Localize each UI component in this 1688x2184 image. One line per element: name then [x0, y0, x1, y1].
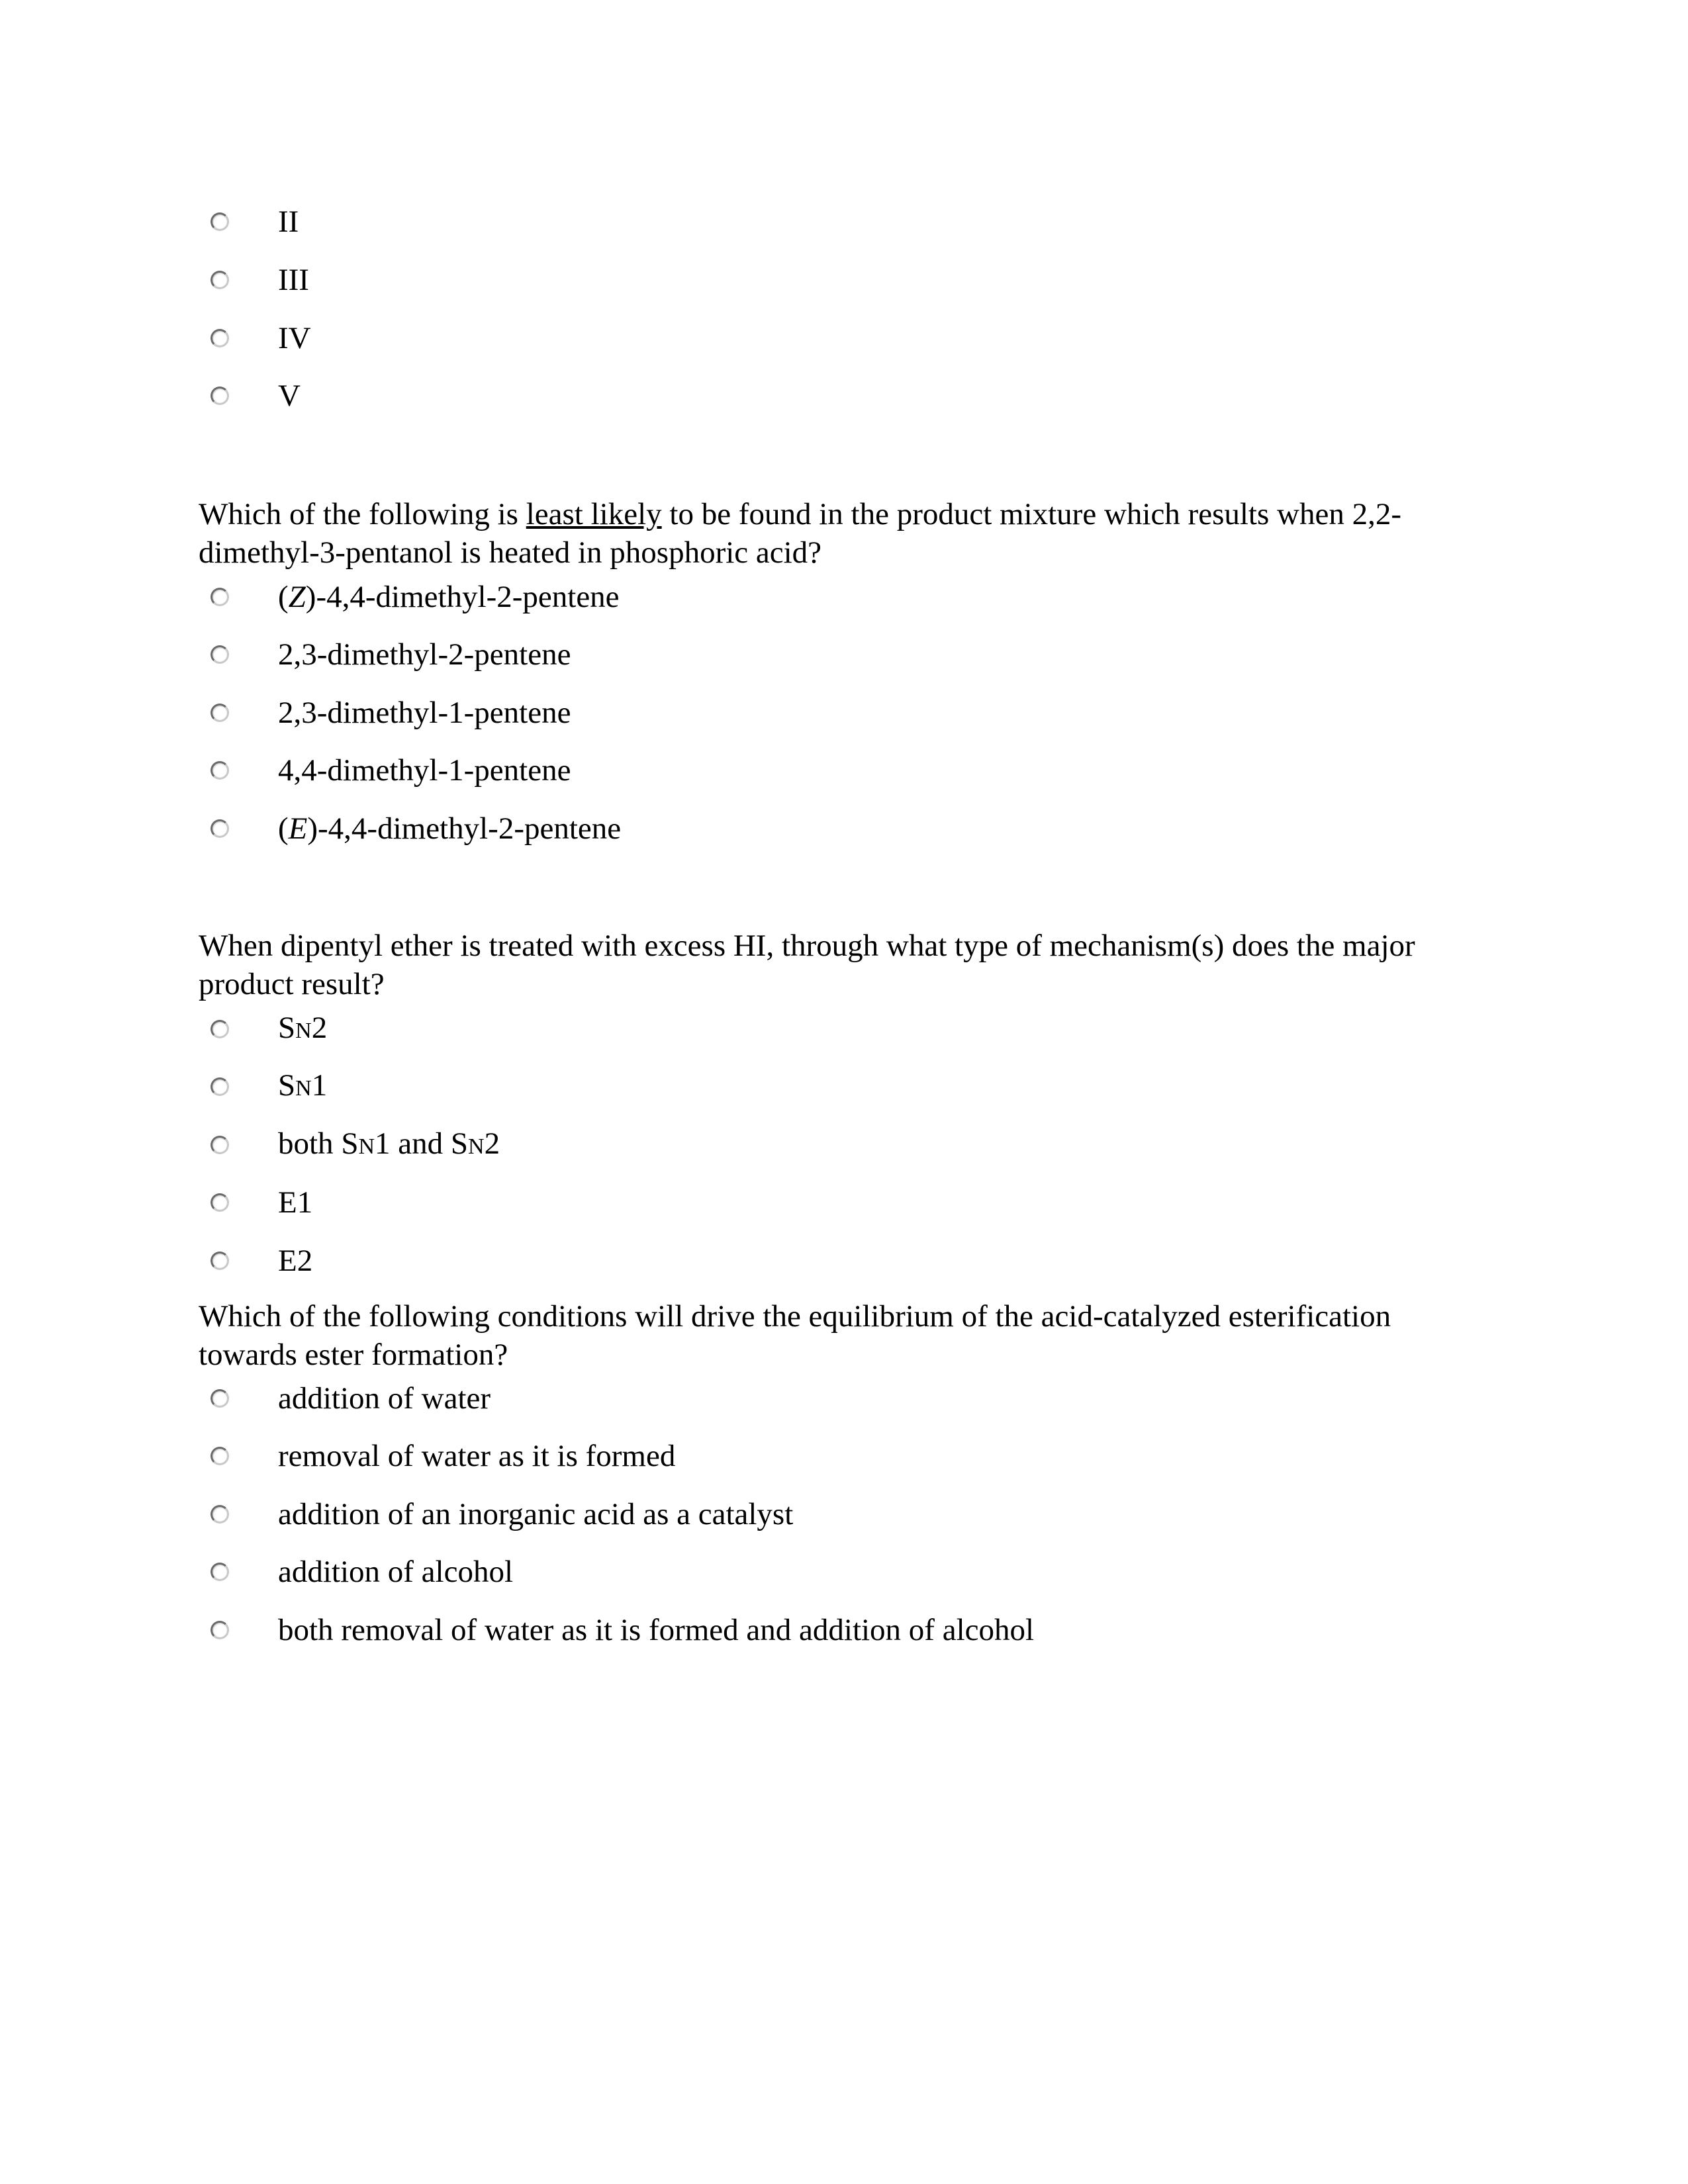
option-label: (Z)-4,4-dimethyl-2-pentene	[278, 580, 620, 614]
radio-button-icon[interactable]	[211, 1077, 229, 1096]
radio-button-icon[interactable]	[211, 212, 229, 231]
radio-button-icon[interactable]	[211, 819, 229, 838]
option-label: (E)-4,4-dimethyl-2-pentene	[278, 811, 622, 846]
option-v[interactable]	[211, 373, 1534, 419]
radio-button-icon[interactable]	[211, 387, 229, 405]
option-label: both SN1 and SN2	[278, 1126, 500, 1161]
option-both-removal-and-alcohol[interactable]	[211, 1607, 1534, 1653]
radio-button-icon[interactable]	[211, 1136, 229, 1154]
question-text: Which of the following conditions will drive the equilibrium of the acid-catalyzed esterification towards ester formation?	[199, 1299, 1391, 1372]
option-sn2[interactable]	[211, 1006, 1534, 1052]
stereo-descriptor: Z	[288, 580, 306, 614]
radio-button-icon[interactable]	[211, 1505, 229, 1524]
option-label: 4,4-dimethyl-1-pentene	[278, 753, 571, 788]
question-text: When dipentyl ether is treated with excess HI, through what type of mechanism(s) does the major product result?	[199, 929, 1415, 1001]
option-removal-of-water[interactable]	[211, 1433, 1534, 1479]
option-addition-of-alcohol[interactable]	[211, 1549, 1534, 1595]
underlined-phrase: least likely	[526, 497, 662, 531]
option-label: 2,3-dimethyl-1-pentene	[278, 696, 571, 730]
radio-button-icon[interactable]	[211, 1251, 229, 1270]
option-inorganic-acid-catalyst[interactable]	[211, 1491, 1534, 1537]
question-text-end: to be found in the product mixture which results when 2,2-dimethyl-3-pentanol is heated in phosphoric acid?	[199, 497, 1401, 570]
stereo-descriptor: E	[288, 811, 308, 846]
option-both-sn1-and-sn2[interactable]	[211, 1122, 1534, 1168]
radio-button-icon[interactable]	[211, 645, 229, 664]
radio-button-icon[interactable]	[211, 588, 229, 606]
option-label: II	[278, 205, 299, 239]
option-4-4-dimethyl-1-pentene[interactable]	[211, 747, 1534, 794]
option-ii[interactable]	[211, 199, 1534, 245]
option-e-4-4-dimethyl-2-pentene[interactable]	[211, 805, 1534, 852]
radio-button-icon[interactable]	[211, 704, 229, 722]
radio-button-icon[interactable]	[211, 1447, 229, 1465]
radio-button-icon[interactable]	[211, 761, 229, 780]
option-sn1[interactable]	[211, 1064, 1534, 1110]
question-text-start: Which of the following is	[199, 497, 526, 531]
option-label: addition of water	[278, 1381, 491, 1416]
question-text	[199, 495, 1496, 572]
option-iv[interactable]	[211, 315, 1534, 361]
option-label: both removal of water as it is formed and addition of alcohol	[278, 1613, 1035, 1647]
radio-button-icon[interactable]	[211, 1020, 229, 1038]
option-z-4-4-dimethyl-2-pentene[interactable]	[211, 574, 1534, 620]
option-label: IV	[278, 321, 311, 355]
option-iii[interactable]	[211, 257, 1534, 303]
option-e1[interactable]	[211, 1179, 1534, 1226]
option-label-rest: -4,4-dimethyl-2-pentene	[318, 811, 622, 846]
radio-button-icon[interactable]	[211, 329, 229, 347]
option-2-3-dimethyl-2-pentene[interactable]	[211, 631, 1534, 678]
option-label: SN2	[278, 1010, 328, 1045]
option-label: 2,3-dimethyl-2-pentene	[278, 637, 571, 672]
radio-button-icon[interactable]	[211, 1621, 229, 1639]
option-label: addition of an inorganic acid as a catalyst	[278, 1497, 794, 1531]
option-label: E2	[278, 1244, 313, 1278]
radio-button-icon[interactable]	[211, 1389, 229, 1408]
option-label: SN1	[278, 1068, 328, 1103]
option-e2[interactable]	[211, 1238, 1534, 1284]
radio-button-icon[interactable]	[211, 1563, 229, 1581]
radio-button-icon[interactable]	[211, 271, 229, 289]
option-label: III	[278, 263, 309, 297]
option-label: addition of alcohol	[278, 1555, 514, 1589]
option-addition-of-water[interactable]	[211, 1375, 1534, 1422]
option-label: E1	[278, 1185, 313, 1220]
option-2-3-dimethyl-1-pentene[interactable]	[211, 690, 1534, 736]
option-label: removal of water as it is formed	[278, 1439, 676, 1473]
option-label: V	[278, 379, 301, 413]
radio-button-icon[interactable]	[211, 1193, 229, 1212]
option-label-rest: -4,4-dimethyl-2-pentene	[316, 580, 620, 614]
